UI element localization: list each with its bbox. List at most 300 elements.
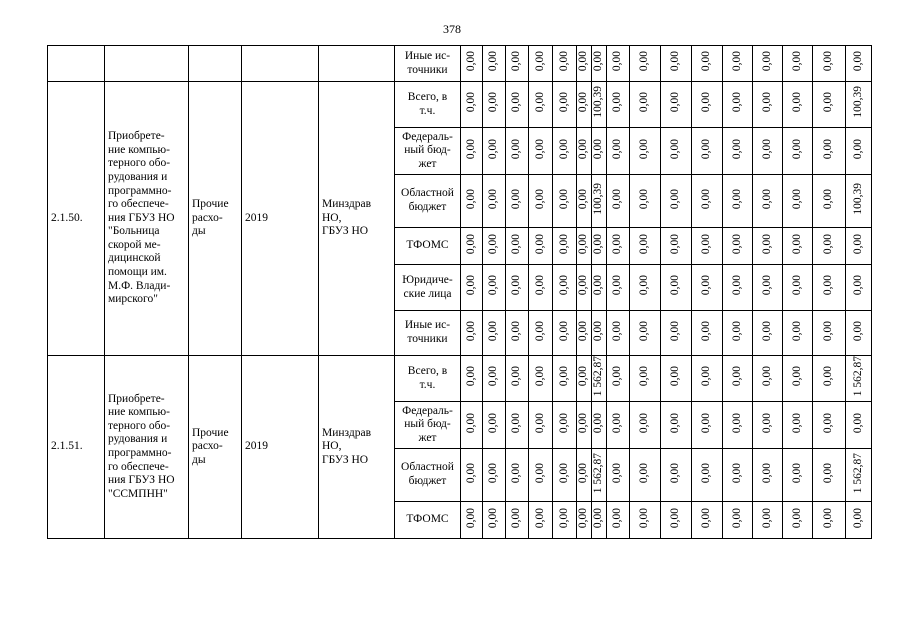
value-text: 0,00 bbox=[822, 320, 835, 341]
value-cell bbox=[846, 356, 872, 402]
source-label: Иные ис- точники bbox=[395, 46, 461, 82]
empty-cell bbox=[105, 46, 189, 82]
value-cell bbox=[783, 449, 813, 502]
value-text: 0,00 bbox=[510, 412, 523, 433]
value-cell bbox=[692, 128, 723, 175]
value-cell bbox=[846, 311, 872, 356]
value-text: 0,00 bbox=[611, 233, 624, 254]
value-text: 0,00 bbox=[638, 138, 651, 159]
value-cell bbox=[461, 228, 483, 265]
value-cell bbox=[723, 402, 753, 449]
value-text: 0,00 bbox=[638, 188, 651, 209]
value-text: 0,00 bbox=[533, 320, 546, 341]
value-text: 0,00 bbox=[533, 188, 546, 209]
value-cell bbox=[506, 265, 529, 311]
value-cell bbox=[661, 228, 692, 265]
source-label: Областной бюджет bbox=[395, 449, 461, 502]
value-text: 0,00 bbox=[730, 188, 743, 209]
value-text: 0,00 bbox=[533, 275, 546, 296]
value-cell bbox=[846, 175, 872, 228]
value-cell bbox=[846, 228, 872, 265]
value-text: 0,00 bbox=[464, 320, 477, 341]
value-text: 0,00 bbox=[510, 188, 523, 209]
value-cell bbox=[630, 228, 661, 265]
value-text: 1 562,87 bbox=[592, 452, 605, 493]
value-cell bbox=[577, 128, 592, 175]
value-cell bbox=[630, 502, 661, 539]
item-name: Приобрете- ние компью- терного обо- рудования и программно- го обеспече- ния ГБУЗ НО "Больница скорой ме- дицинской помощи им. М.Ф. Влади- мирского" bbox=[105, 82, 189, 356]
value-text: 0,00 bbox=[592, 138, 605, 159]
value-cell bbox=[483, 449, 506, 502]
value-cell bbox=[692, 265, 723, 311]
value-cell bbox=[607, 449, 630, 502]
source-label: ТФОМС bbox=[395, 228, 461, 265]
value-cell bbox=[592, 46, 607, 82]
value-cell bbox=[846, 402, 872, 449]
value-cell bbox=[483, 175, 506, 228]
value-text: 0,00 bbox=[730, 507, 743, 528]
value-cell bbox=[661, 449, 692, 502]
value-cell bbox=[723, 175, 753, 228]
empty-cell bbox=[242, 46, 319, 82]
value-text: 0,00 bbox=[577, 275, 590, 296]
value-text: 0,00 bbox=[577, 412, 590, 433]
value-cell bbox=[783, 311, 813, 356]
value-cell bbox=[577, 175, 592, 228]
value-text: 0,00 bbox=[669, 188, 682, 209]
value-text: 0,00 bbox=[700, 320, 713, 341]
value-cell bbox=[553, 46, 577, 82]
value-cell bbox=[846, 128, 872, 175]
value-text: 0,00 bbox=[577, 233, 590, 254]
value-text: 0,00 bbox=[557, 412, 570, 433]
table-body bbox=[48, 46, 872, 539]
value-cell bbox=[783, 356, 813, 402]
value-cell bbox=[783, 175, 813, 228]
value-text: 0,00 bbox=[730, 92, 743, 113]
item-year: 2019 bbox=[242, 82, 319, 356]
value-cell bbox=[529, 128, 553, 175]
value-text: 0,00 bbox=[669, 138, 682, 159]
value-text: 0,00 bbox=[638, 462, 651, 483]
value-text: 0,00 bbox=[730, 462, 743, 483]
value-cell bbox=[461, 502, 483, 539]
value-cell bbox=[529, 311, 553, 356]
value-text: 0,00 bbox=[611, 320, 624, 341]
value-cell bbox=[661, 175, 692, 228]
value-text: 0,00 bbox=[577, 507, 590, 528]
value-text: 100,39 bbox=[851, 86, 864, 119]
value-text: 0,00 bbox=[700, 92, 713, 113]
value-text: 0,00 bbox=[487, 275, 500, 296]
value-text: 0,00 bbox=[577, 462, 590, 483]
value-cell bbox=[592, 402, 607, 449]
value-cell bbox=[529, 265, 553, 311]
value-cell bbox=[529, 502, 553, 539]
value-text: 0,00 bbox=[533, 138, 546, 159]
value-text: 0,00 bbox=[577, 138, 590, 159]
value-text: 0,00 bbox=[822, 51, 835, 72]
value-text: 0,00 bbox=[851, 51, 864, 72]
value-text: 0,00 bbox=[851, 233, 864, 254]
value-text: 0,00 bbox=[557, 51, 570, 72]
table-row bbox=[48, 356, 872, 402]
value-text: 0,00 bbox=[700, 188, 713, 209]
value-text: 0,00 bbox=[577, 366, 590, 387]
value-text: 0,00 bbox=[851, 412, 864, 433]
value-cell bbox=[553, 402, 577, 449]
value-text: 0,00 bbox=[487, 462, 500, 483]
value-cell bbox=[753, 175, 783, 228]
value-cell bbox=[461, 311, 483, 356]
value-cell bbox=[553, 175, 577, 228]
value-text: 0,00 bbox=[638, 320, 651, 341]
value-text: 0,00 bbox=[557, 320, 570, 341]
value-cell bbox=[483, 228, 506, 265]
value-text: 0,00 bbox=[790, 320, 803, 341]
value-cell bbox=[592, 449, 607, 502]
value-cell bbox=[607, 228, 630, 265]
value-text: 0,00 bbox=[638, 92, 651, 113]
value-cell bbox=[692, 356, 723, 402]
value-cell bbox=[592, 228, 607, 265]
value-text: 0,00 bbox=[700, 462, 713, 483]
value-cell bbox=[723, 265, 753, 311]
value-text: 0,00 bbox=[557, 275, 570, 296]
item-name: Приобрете- ние компью- терного обо- рудования и программно- го обеспече- ния ГБУЗ НО "ССМПНН" bbox=[105, 356, 189, 539]
value-cell bbox=[692, 175, 723, 228]
value-text: 0,00 bbox=[790, 275, 803, 296]
value-text: 0,00 bbox=[822, 275, 835, 296]
value-text: 0,00 bbox=[822, 507, 835, 528]
value-text: 0,00 bbox=[669, 462, 682, 483]
value-cell bbox=[577, 311, 592, 356]
value-text: 0,00 bbox=[611, 462, 624, 483]
value-cell bbox=[723, 46, 753, 82]
value-text: 0,00 bbox=[790, 138, 803, 159]
value-text: 0,00 bbox=[464, 92, 477, 113]
value-text: 0,00 bbox=[510, 275, 523, 296]
value-cell bbox=[630, 175, 661, 228]
value-cell bbox=[661, 356, 692, 402]
value-cell bbox=[692, 502, 723, 539]
value-cell bbox=[506, 402, 529, 449]
value-text: 0,00 bbox=[611, 92, 624, 113]
value-cell bbox=[813, 82, 846, 128]
value-text: 0,00 bbox=[700, 51, 713, 72]
value-text: 0,00 bbox=[611, 51, 624, 72]
value-text: 0,00 bbox=[760, 275, 773, 296]
value-cell bbox=[607, 265, 630, 311]
value-text: 0,00 bbox=[822, 366, 835, 387]
value-text: 0,00 bbox=[611, 507, 624, 528]
value-text: 0,00 bbox=[510, 366, 523, 387]
table-row bbox=[48, 82, 872, 128]
value-cell bbox=[577, 449, 592, 502]
value-text: 100,39 bbox=[592, 182, 605, 215]
value-text: 0,00 bbox=[592, 233, 605, 254]
value-cell bbox=[813, 228, 846, 265]
value-cell bbox=[630, 402, 661, 449]
value-cell bbox=[846, 46, 872, 82]
empty-cell bbox=[48, 46, 105, 82]
value-cell bbox=[529, 356, 553, 402]
value-cell bbox=[813, 311, 846, 356]
value-cell bbox=[630, 311, 661, 356]
value-text: 0,00 bbox=[487, 188, 500, 209]
value-cell bbox=[692, 228, 723, 265]
source-label: ТФОМС bbox=[395, 502, 461, 539]
value-cell bbox=[506, 228, 529, 265]
value-text: 0,00 bbox=[700, 412, 713, 433]
value-text: 0,00 bbox=[700, 138, 713, 159]
value-text: 0,00 bbox=[760, 462, 773, 483]
value-cell bbox=[483, 311, 506, 356]
budget-table bbox=[47, 45, 872, 539]
value-text: 100,39 bbox=[592, 86, 605, 119]
value-text: 0,00 bbox=[669, 366, 682, 387]
value-text: 0,00 bbox=[592, 412, 605, 433]
value-cell bbox=[846, 265, 872, 311]
value-cell bbox=[483, 502, 506, 539]
value-text: 0,00 bbox=[533, 51, 546, 72]
value-cell bbox=[592, 175, 607, 228]
value-cell bbox=[506, 449, 529, 502]
value-text: 0,00 bbox=[557, 188, 570, 209]
value-text: 0,00 bbox=[638, 51, 651, 72]
value-text: 0,00 bbox=[790, 462, 803, 483]
value-cell bbox=[592, 311, 607, 356]
value-cell bbox=[661, 402, 692, 449]
value-text: 0,00 bbox=[510, 462, 523, 483]
value-text: 0,00 bbox=[790, 188, 803, 209]
value-text: 1 562,87 bbox=[851, 452, 864, 493]
value-text: 0,00 bbox=[577, 320, 590, 341]
value-cell bbox=[753, 502, 783, 539]
value-text: 0,00 bbox=[464, 275, 477, 296]
value-cell bbox=[846, 502, 872, 539]
value-text: 0,00 bbox=[487, 92, 500, 113]
value-cell bbox=[753, 402, 783, 449]
value-cell bbox=[753, 128, 783, 175]
value-text: 0,00 bbox=[669, 507, 682, 528]
value-text: 0,00 bbox=[510, 92, 523, 113]
value-cell bbox=[813, 175, 846, 228]
value-cell bbox=[783, 128, 813, 175]
value-text: 0,00 bbox=[669, 51, 682, 72]
value-cell bbox=[577, 502, 592, 539]
value-cell bbox=[577, 402, 592, 449]
item-year: 2019 bbox=[242, 356, 319, 539]
value-cell bbox=[607, 175, 630, 228]
value-text: 0,00 bbox=[557, 92, 570, 113]
value-cell bbox=[607, 356, 630, 402]
value-text: 0,00 bbox=[487, 507, 500, 528]
value-text: 0,00 bbox=[760, 412, 773, 433]
value-cell bbox=[506, 82, 529, 128]
value-text: 0,00 bbox=[822, 233, 835, 254]
value-text: 0,00 bbox=[730, 138, 743, 159]
value-cell bbox=[783, 402, 813, 449]
value-text: 0,00 bbox=[730, 366, 743, 387]
value-cell bbox=[577, 228, 592, 265]
value-cell bbox=[813, 402, 846, 449]
value-text: 0,00 bbox=[487, 138, 500, 159]
value-cell bbox=[577, 46, 592, 82]
value-text: 1 562,87 bbox=[592, 356, 605, 397]
value-cell bbox=[783, 502, 813, 539]
source-label: Иные ис- точники bbox=[395, 311, 461, 356]
value-text: 0,00 bbox=[822, 188, 835, 209]
value-text: 0,00 bbox=[822, 412, 835, 433]
value-text: 0,00 bbox=[730, 320, 743, 341]
value-cell bbox=[661, 265, 692, 311]
value-cell bbox=[753, 311, 783, 356]
value-cell bbox=[813, 356, 846, 402]
value-text: 0,00 bbox=[592, 507, 605, 528]
value-text: 0,00 bbox=[822, 138, 835, 159]
value-text: 0,00 bbox=[760, 92, 773, 113]
value-text: 0,00 bbox=[790, 51, 803, 72]
value-cell bbox=[592, 356, 607, 402]
value-text: 0,00 bbox=[638, 233, 651, 254]
value-text: 0,00 bbox=[730, 412, 743, 433]
value-text: 0,00 bbox=[464, 366, 477, 387]
value-cell bbox=[723, 502, 753, 539]
value-cell bbox=[813, 265, 846, 311]
value-text: 0,00 bbox=[851, 138, 864, 159]
value-text: 0,00 bbox=[464, 507, 477, 528]
value-cell bbox=[723, 356, 753, 402]
value-cell bbox=[846, 449, 872, 502]
value-cell bbox=[461, 265, 483, 311]
value-cell bbox=[607, 82, 630, 128]
value-cell bbox=[461, 402, 483, 449]
value-text: 0,00 bbox=[611, 412, 624, 433]
value-text: 0,00 bbox=[851, 275, 864, 296]
value-cell bbox=[692, 82, 723, 128]
value-text: 0,00 bbox=[669, 92, 682, 113]
value-cell bbox=[813, 128, 846, 175]
value-cell bbox=[692, 311, 723, 356]
value-text: 0,00 bbox=[510, 507, 523, 528]
value-text: 0,00 bbox=[611, 366, 624, 387]
value-cell bbox=[577, 82, 592, 128]
item-type: Прочие расхо- ды bbox=[189, 82, 242, 356]
item-code: 2.1.51. bbox=[48, 356, 105, 539]
value-text: 0,00 bbox=[790, 412, 803, 433]
value-cell bbox=[529, 82, 553, 128]
value-cell bbox=[630, 265, 661, 311]
value-text: 0,00 bbox=[592, 275, 605, 296]
value-cell bbox=[553, 128, 577, 175]
value-cell bbox=[529, 449, 553, 502]
value-cell bbox=[753, 356, 783, 402]
value-cell bbox=[461, 449, 483, 502]
value-cell bbox=[553, 449, 577, 502]
value-text: 0,00 bbox=[464, 188, 477, 209]
value-text: 0,00 bbox=[611, 275, 624, 296]
value-text: 0,00 bbox=[700, 366, 713, 387]
value-cell bbox=[723, 449, 753, 502]
value-text: 100,39 bbox=[851, 182, 864, 215]
value-text: 1 562,87 bbox=[851, 356, 864, 397]
value-cell bbox=[607, 46, 630, 82]
value-cell bbox=[753, 82, 783, 128]
value-text: 0,00 bbox=[533, 507, 546, 528]
value-text: 0,00 bbox=[577, 51, 590, 72]
value-cell bbox=[461, 175, 483, 228]
value-cell bbox=[813, 502, 846, 539]
value-cell bbox=[813, 449, 846, 502]
value-text: 0,00 bbox=[533, 92, 546, 113]
value-text: 0,00 bbox=[557, 138, 570, 159]
value-text: 0,00 bbox=[790, 92, 803, 113]
value-text: 0,00 bbox=[790, 366, 803, 387]
value-cell bbox=[723, 82, 753, 128]
value-cell bbox=[483, 82, 506, 128]
value-cell bbox=[553, 228, 577, 265]
value-text: 0,00 bbox=[557, 507, 570, 528]
value-text: 0,00 bbox=[464, 412, 477, 433]
source-label: Областной бюджет bbox=[395, 175, 461, 228]
value-cell bbox=[661, 311, 692, 356]
value-cell bbox=[661, 502, 692, 539]
value-cell bbox=[529, 46, 553, 82]
value-cell bbox=[592, 502, 607, 539]
value-cell bbox=[753, 46, 783, 82]
value-text: 0,00 bbox=[790, 233, 803, 254]
value-cell bbox=[553, 311, 577, 356]
value-text: 0,00 bbox=[464, 138, 477, 159]
value-text: 0,00 bbox=[487, 366, 500, 387]
value-text: 0,00 bbox=[760, 507, 773, 528]
value-text: 0,00 bbox=[464, 51, 477, 72]
value-text: 0,00 bbox=[577, 188, 590, 209]
value-cell bbox=[461, 356, 483, 402]
value-cell bbox=[783, 265, 813, 311]
value-text: 0,00 bbox=[760, 366, 773, 387]
value-cell bbox=[506, 46, 529, 82]
value-cell bbox=[483, 128, 506, 175]
table-row bbox=[48, 46, 872, 82]
value-text: 0,00 bbox=[638, 366, 651, 387]
value-cell bbox=[661, 128, 692, 175]
value-text: 0,00 bbox=[822, 92, 835, 113]
value-cell bbox=[506, 128, 529, 175]
value-text: 0,00 bbox=[790, 507, 803, 528]
source-label: Федераль- ный бюд- жет bbox=[395, 402, 461, 449]
value-cell bbox=[553, 356, 577, 402]
value-cell bbox=[553, 265, 577, 311]
value-cell bbox=[753, 449, 783, 502]
value-cell bbox=[506, 356, 529, 402]
value-text: 0,00 bbox=[557, 366, 570, 387]
value-cell bbox=[461, 46, 483, 82]
value-text: 0,00 bbox=[822, 462, 835, 483]
value-cell bbox=[783, 228, 813, 265]
value-text: 0,00 bbox=[700, 507, 713, 528]
value-text: 0,00 bbox=[592, 51, 605, 72]
value-cell bbox=[607, 311, 630, 356]
value-text: 0,00 bbox=[760, 51, 773, 72]
value-text: 0,00 bbox=[510, 233, 523, 254]
value-cell bbox=[483, 265, 506, 311]
value-cell bbox=[813, 46, 846, 82]
value-cell bbox=[553, 82, 577, 128]
value-text: 0,00 bbox=[700, 233, 713, 254]
item-type: Прочие расхо- ды bbox=[189, 356, 242, 539]
